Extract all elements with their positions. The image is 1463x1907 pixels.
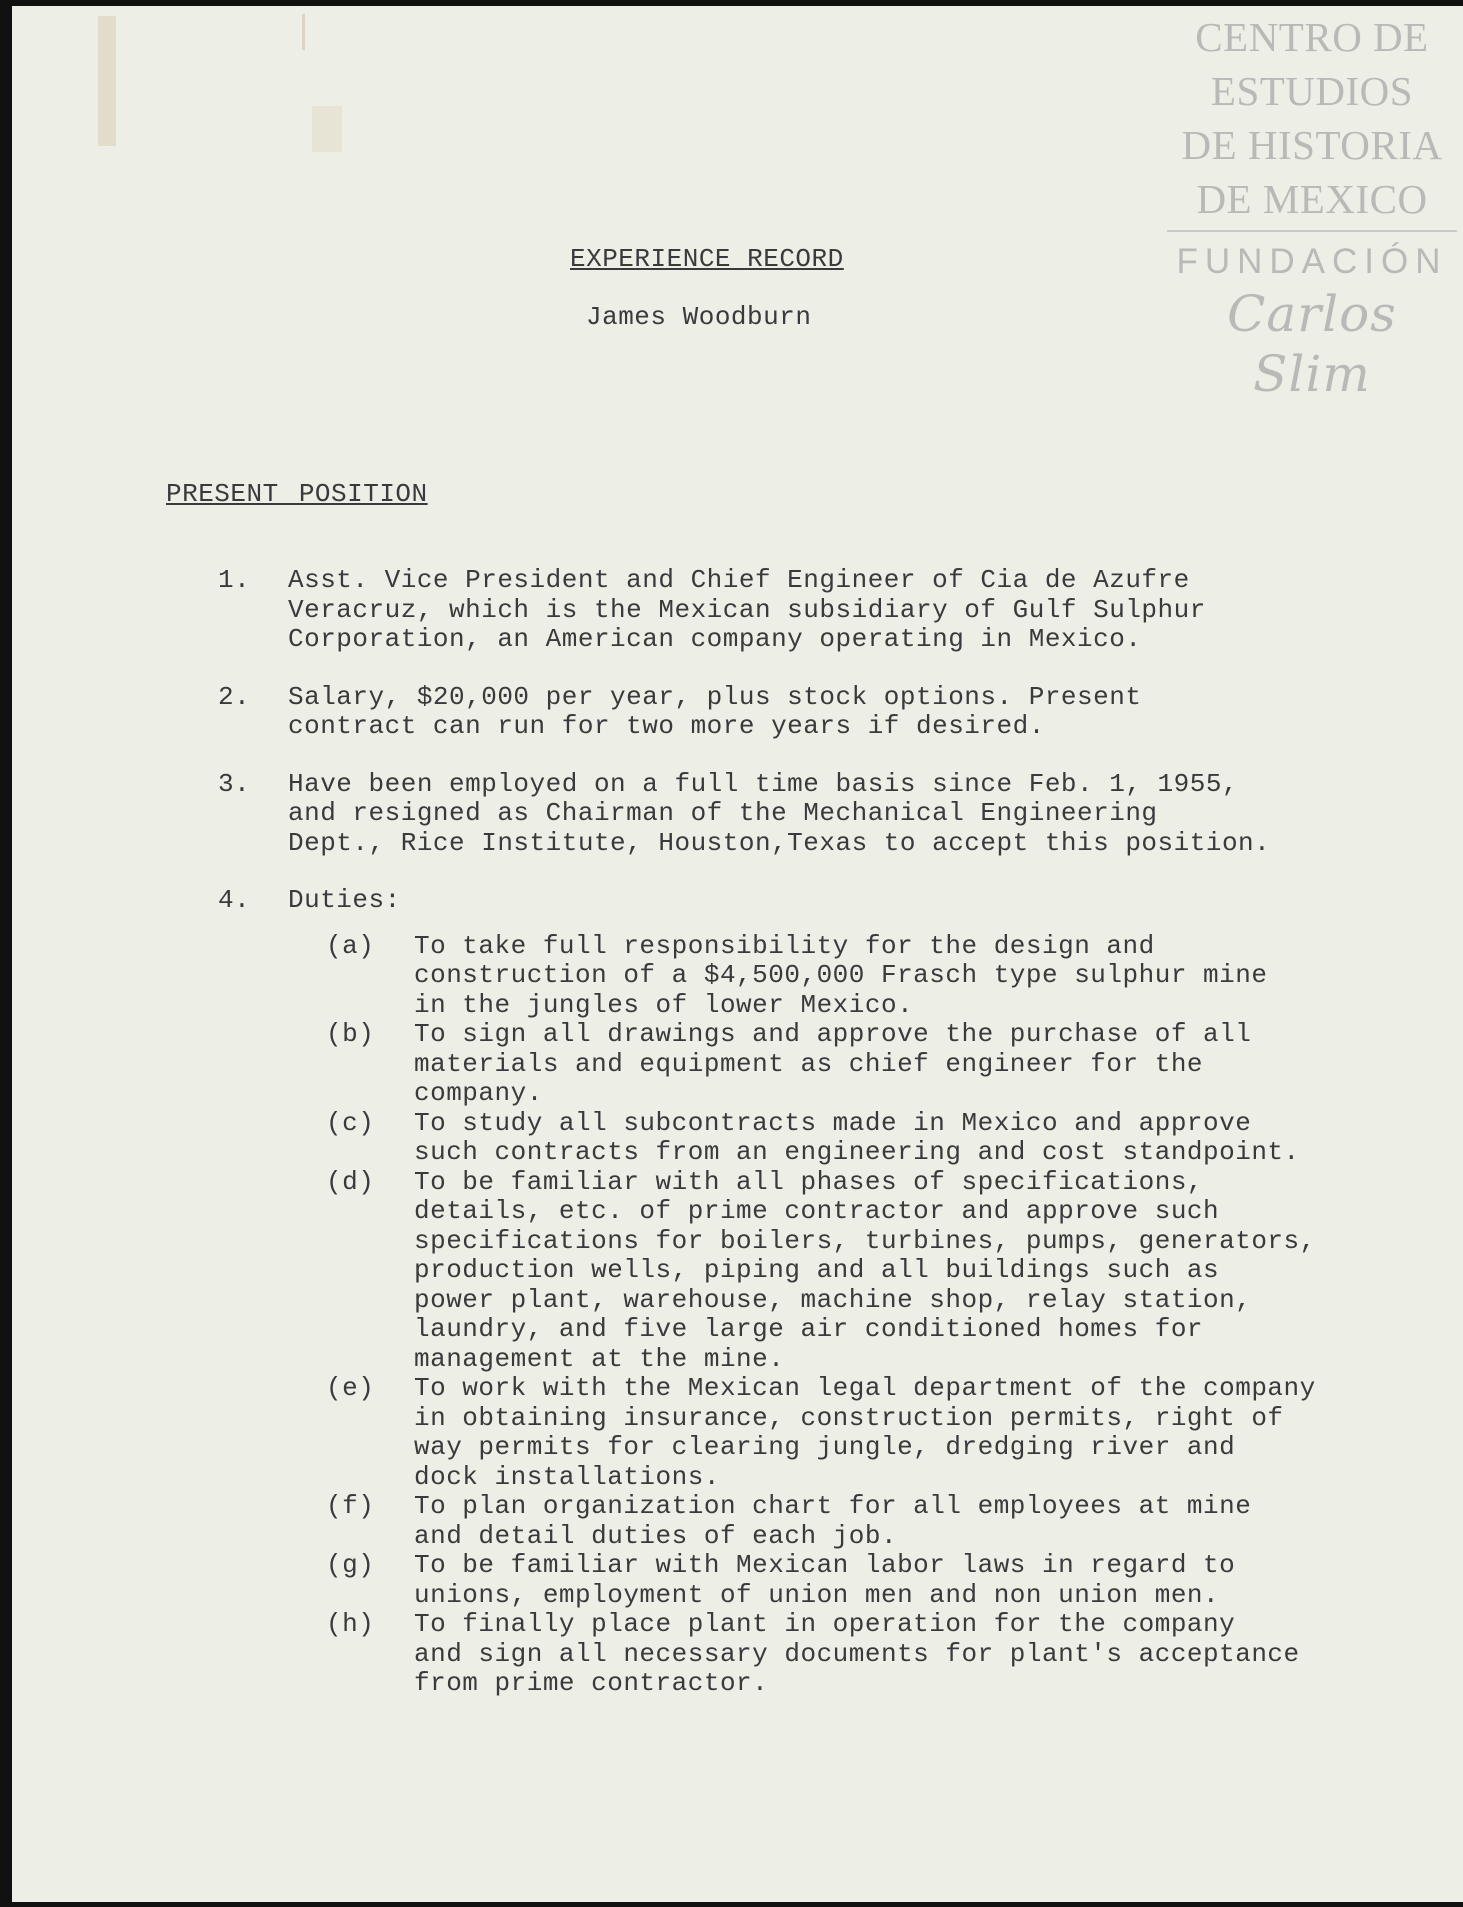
duty-label: (f) xyxy=(326,1491,375,1521)
duty-text: To finally place plant in operation for the company and sign all necessary documents for plant's acceptance from prime contractor. xyxy=(414,1609,1300,1698)
duty-label: (a) xyxy=(326,930,375,961)
watermark-line: ESTUDIOS xyxy=(1210,68,1414,114)
duty-text: To be familiar with Mexican labor laws in regard to unions, employment of union men and non union men. xyxy=(414,1550,1236,1610)
duty-text: To plan organization chart for all employees at mine and detail duties of each job. xyxy=(414,1491,1252,1551)
duty-item xyxy=(326,1109,1398,1168)
document-title: EXPERIENCE RECORD xyxy=(570,244,844,274)
watermark-signature: Carlos Slim xyxy=(1227,285,1397,403)
archive-watermark xyxy=(1167,10,1457,404)
tape-mark xyxy=(302,14,305,50)
duty-item xyxy=(326,1374,1398,1492)
duty-item xyxy=(326,932,1398,1021)
duty-label: (d) xyxy=(326,1166,375,1197)
list-item xyxy=(218,770,1398,859)
duty-label: (g) xyxy=(326,1550,375,1580)
duty-text: To work with the Mexican legal department of the company in obtaining insurance, construction permits, right of way permits for clearing jungle, dredging river and dock installations. xyxy=(414,1373,1316,1492)
tape-mark xyxy=(98,16,116,146)
section-heading: PRESENT POSITION xyxy=(166,479,428,509)
duty-item xyxy=(326,1168,1398,1375)
list-item-duties xyxy=(218,886,1398,916)
item-text: Salary, $20,000 per year, plus stock options. Present contract can run for two more years if desired. xyxy=(288,681,1142,741)
person-name: James Woodburn xyxy=(586,302,812,332)
item-number: 3. xyxy=(218,768,251,799)
duty-text: To be familiar with all phases of specifications, details, etc. of prime contractor and approve such specifications for boilers, turbines, pumps, generators, production wells, piping and all buildings such as power plant, warehouse, machine shop, relay station, laundry, and five large air conditioned homes for management at the mine. xyxy=(414,1166,1316,1374)
watermark-line: CENTRO DE xyxy=(1195,14,1429,60)
watermark-divider xyxy=(1167,230,1457,232)
item-text: Have been employed on a full time basis since Feb. 1, 1955, and resigned as Chairman of the Mechanical Engineering Dept., Rice Institute, Houston,Texas to accept this position. xyxy=(288,768,1271,858)
watermark-foundation: FUNDACIÓN xyxy=(1176,242,1448,281)
item-list xyxy=(218,566,1398,1699)
document-page xyxy=(12,6,1463,1902)
duty-item xyxy=(326,1551,1398,1610)
list-item xyxy=(218,683,1398,742)
duties-heading: Duties: xyxy=(288,885,401,915)
item-number: 2. xyxy=(218,681,251,712)
duty-label: (b) xyxy=(326,1019,375,1049)
duty-label: (c) xyxy=(326,1107,375,1138)
duty-text: To take full responsibility for the design and construction of a $4,500,000 Frasch type sulphur mine in the jungles of lower Mexico. xyxy=(414,930,1268,1020)
watermark-line: DE HISTORIA xyxy=(1181,122,1443,168)
tape-mark xyxy=(312,106,342,152)
duties-list xyxy=(326,932,1398,1699)
item-text: Asst. Vice President and Chief Engineer of Cia de Azufre Veracruz, which is the Mexican subsidiary of Gulf Sulphur Corporation, an American company operating in Mexico. xyxy=(288,565,1206,654)
watermark-line: DE MEXICO xyxy=(1196,176,1428,222)
duty-text: To sign all drawings and approve the purchase of all materials and equipment as chief engineer for the company. xyxy=(414,1019,1252,1108)
duty-item xyxy=(326,1610,1398,1699)
duty-label: (e) xyxy=(326,1373,375,1403)
item-number: 4. xyxy=(218,885,251,915)
list-item xyxy=(218,566,1398,655)
item-number: 1. xyxy=(218,565,251,595)
duty-text: To study all subcontracts made in Mexico and approve such contracts from an engineering and cost standpoint. xyxy=(414,1107,1300,1167)
duty-item xyxy=(326,1492,1398,1551)
duty-item xyxy=(326,1020,1398,1109)
duty-label: (h) xyxy=(326,1609,375,1639)
